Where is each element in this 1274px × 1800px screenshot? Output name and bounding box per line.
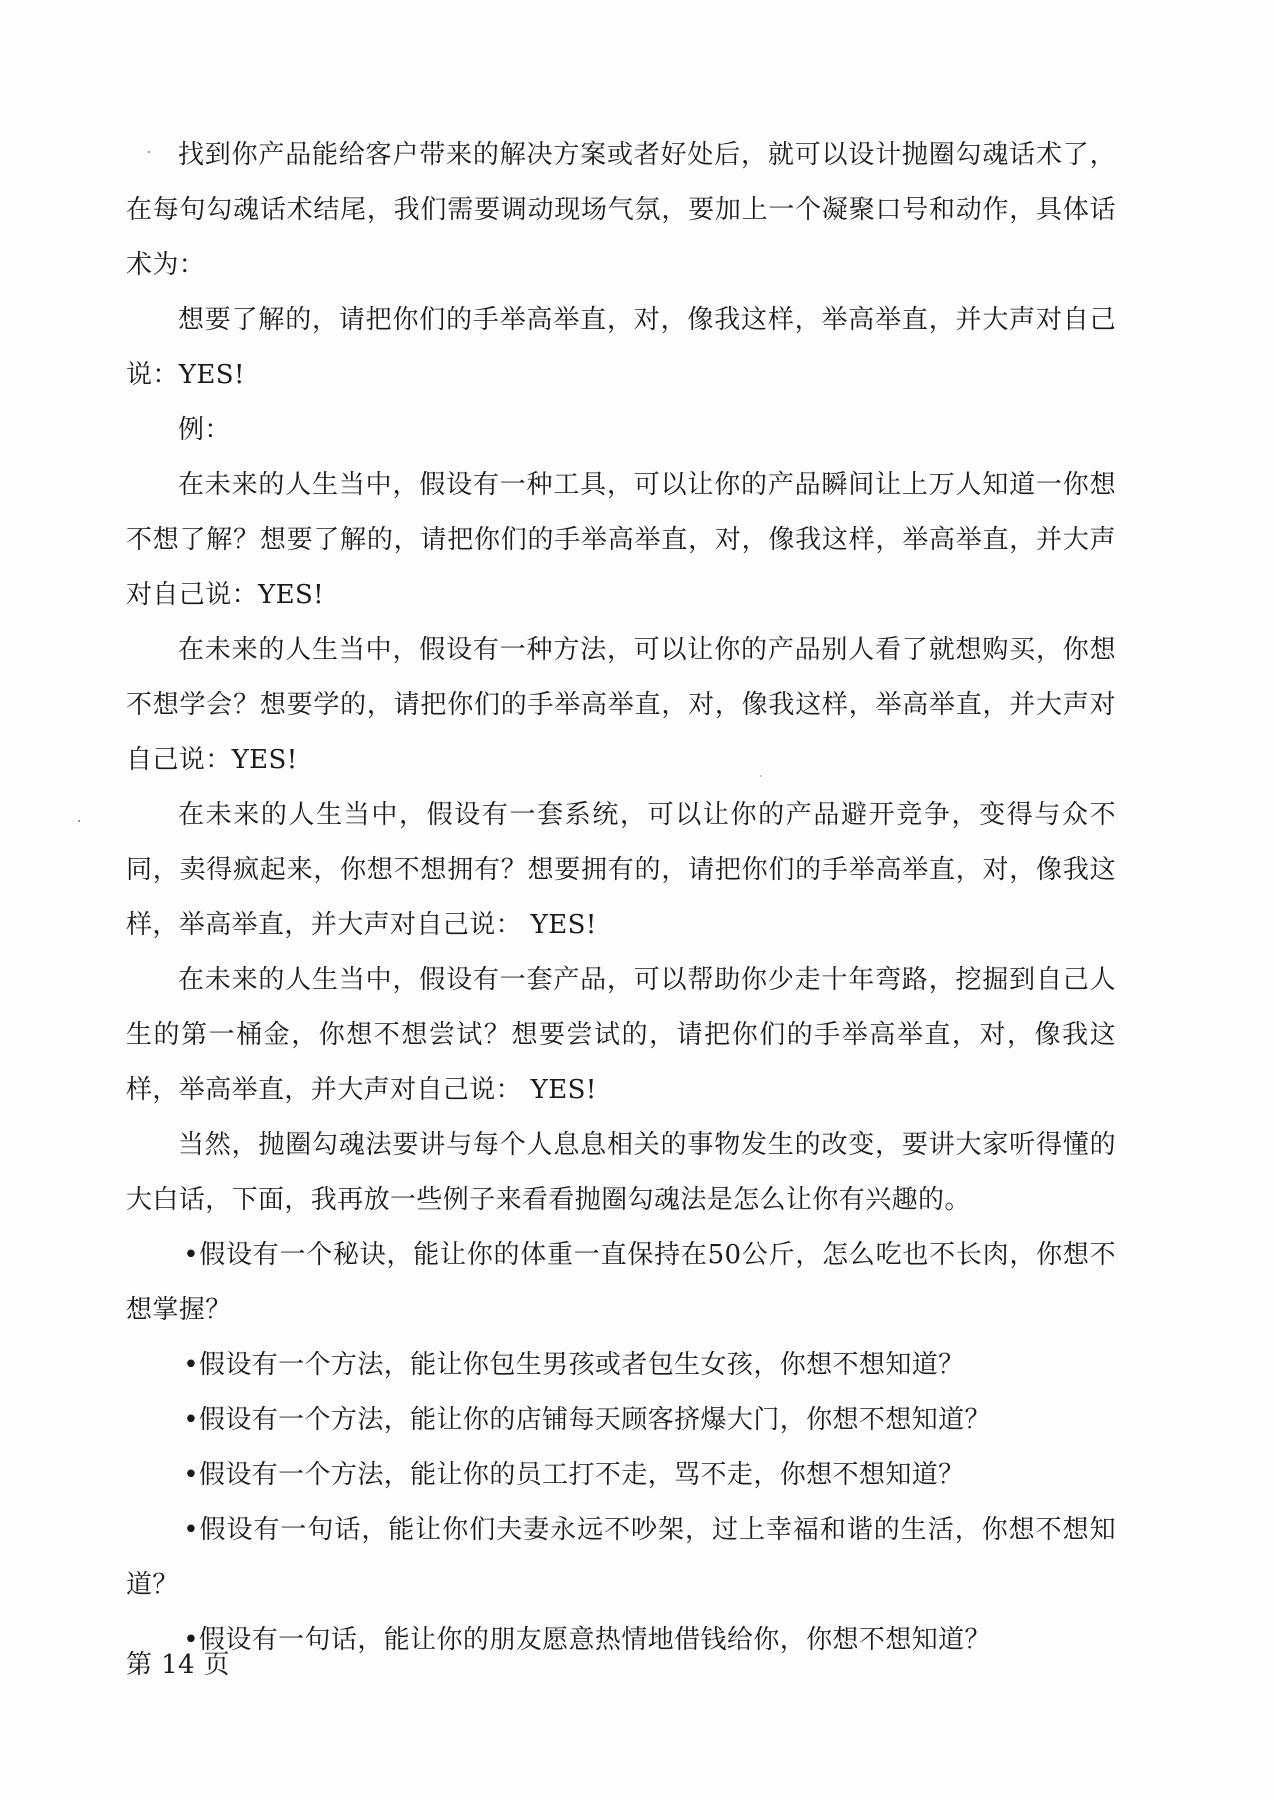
bullet-item: •假设有一个秘诀，能让你的体重一直保持在50公斤，怎么吃也不长肉，你想不想掌握？ [126, 1240, 1116, 1325]
body-text [126, 128, 1116, 1668]
bullet-item: •假设有一个方法，能让你包生男孩或者包生女孩，你想不想知道？ [183, 1350, 965, 1380]
paragraph: 在未来的人生当中，假设有一套系统，可以让你的产品避开竞争，变得与众不同，卖得疯起来，你想不想拥有？想要拥有的，请把你们的手举高举直，对，像我这样，举高举直，并大声对自己说： YES! [126, 800, 1116, 940]
scan-speck [78, 820, 80, 822]
paragraph: 例： [178, 415, 231, 445]
bullet-item: •假设有一句话，能让你的朋友愿意热情地借钱给你，你想不想知道？ [183, 1625, 991, 1655]
bullet-item: •假设有一个方法，能让你的员工打不走，骂不走，你想不想知道？ [183, 1460, 965, 1490]
paragraph: 在未来的人生当中，假设有一种工具，可以让你的产品瞬间让上万人知道一你想不想了解？想要了解的，请把你们的手举高举直，对，像我这样，举高举直，并大声对自己说：YES! [126, 470, 1116, 610]
paragraph: 在未来的人生当中，假设有一种方法，可以让你的产品别人看了就想购买，你想不想学会？想要学的，请把你们的手举高举直，对，像我这样，举高举直，并大声对自己说：YES! [126, 635, 1116, 775]
paragraph: 当然，抛圈勾魂法要讲与每个人息息相关的事物发生的改变，要讲大家听得懂的大白话，下面，我再放一些例子来看看抛圈勾魂法是怎么让你有兴趣的。 [126, 1130, 1116, 1215]
page-number: 第 14 页 [126, 1650, 231, 1680]
bullet-item: •假设有一个方法，能让你的店铺每天顾客挤爆大门，你想不想知道？ [183, 1405, 991, 1435]
paragraph: 想要了解的，请把你们的手举高举直，对，像我这样，举高举直，并大声对自己说：YES! [126, 305, 1116, 390]
paragraph: 找到你产品能给客户带来的解决方案或者好处后，就可以设计抛圈勾魂话术了，在每句勾魂话术结尾，我们需要调动现场气氛，要加上一个凝聚口号和动作，具体话术为： [126, 140, 1116, 280]
paragraph: 在未来的人生当中，假设有一套产品，可以帮助你少走十年弯路，挖掘到自己人生的第一桶金，你想不想尝试？想要尝试的，请把你们的手举高举直，对，像我这样，举高举直，并大声对自己说： YES! [126, 965, 1116, 1105]
bullet-item: •假设有一句话，能让你们夫妻永远不吵架，过上幸福和谐的生活，你想不想知道？ [126, 1515, 1116, 1600]
